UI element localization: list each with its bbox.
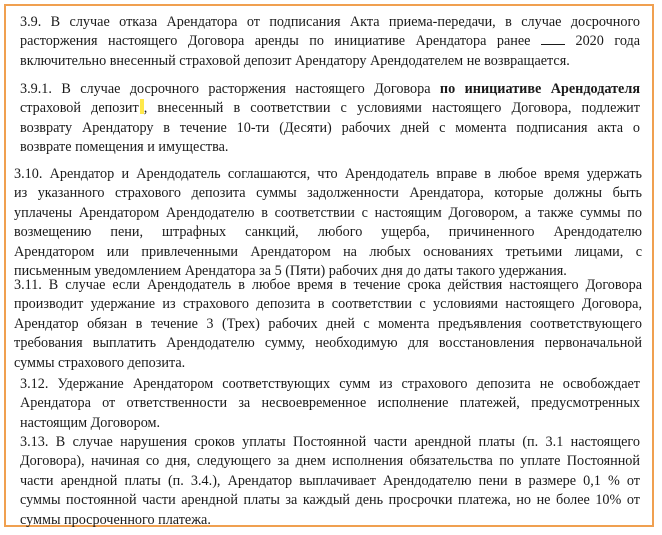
clause-3-9-1-line-3: возврату Арендатору в течение 10-ти (Десяти) рабочих дней с момента подписания акта о — [20, 119, 640, 136]
clause-3-9-line-3: включительно внесенный страховой депозит Арендатору Арендодателем не возвращается. — [20, 52, 570, 69]
clause-3-9-line-2 — [20, 32, 640, 51]
clause-3-9-1-line-2-end: , внесенный в соответствии с условиями настоящего Договора, подлежит — [143, 100, 640, 117]
clause-3-13-line-2: Договора), начиная со дня, следующего за днем исполнения обязательства по уплате Постоянной — [20, 453, 640, 470]
clause-3-13-line-4: суммы постоянной части арендной платы за каждый день просрочки платежа, но не более 10% от — [20, 492, 640, 509]
clause-3-11-line-5: суммы страхового депозита. — [14, 354, 186, 371]
clause-3-12-line-1: 3.12. Удержание Арендатором соответствующих сумм из страхового депозита не освобождает — [20, 376, 640, 392]
clause-3-9-1-line-2 — [20, 99, 640, 118]
clause-3-11-line-4: требования выплатить Арендодателю сумму, необходимую для восстановления первоначальной — [14, 335, 642, 352]
clause-3-9-year: 2020 года — [575, 33, 641, 50]
clause-3-10-line-6: письменным уведомлением Арендатора за 5 (Пяти) рабочих дня до даты такого удержания. — [14, 262, 567, 279]
clause-3-13-line-5: суммы просроченного платежа. — [20, 511, 211, 528]
clause-3-11-line-1: 3.11. В случае если Арендодатель в любое время в течение срока действия настоящего Договора — [14, 277, 642, 293]
clause-3-12-line-3: настоящим Договором. — [20, 414, 161, 431]
clause-3-10-line-3: уплачены Арендатором Арендодателю в соответствии с настоящим Договором, а также суммы по — [14, 204, 642, 221]
clause-3-9-1-line-4: возврате помещения и имущества. — [20, 139, 229, 156]
clause-3-10 — [14, 165, 642, 281]
clause-3-10-line-4: возмещению пени, штрафных санкций, любого ущерба, причиненного Арендодателю — [14, 224, 642, 241]
date-blank-field[interactable] — [541, 32, 565, 45]
clause-3-9-1-bold-text: по инициативе Арендодателя — [439, 81, 640, 97]
clause-3-9 — [20, 13, 640, 71]
clause-3-10-line-5: Арендатором или привлеченными Арендатором на любых основаниях третьими лицами, с — [14, 243, 642, 260]
clause-3-13-line-3: части арендной платы (п. 3.4.), Арендатор выплачивает Арендодателю пени в размере 0,1 % от — [20, 472, 640, 489]
clause-3-12 — [20, 375, 640, 433]
clause-3-9-line-1: 3.9. В случае отказа Арендатора от подписания Акта приема-передачи, в случае досрочного — [20, 14, 640, 30]
clause-3-9-1-line-1 — [20, 80, 640, 99]
clause-3-13-line-1: 3.13. В случае нарушения сроков уплаты Постоянной части арендной платы (п. 3.1 настоящего — [20, 434, 640, 450]
clause-3-9-1 — [20, 80, 640, 158]
clause-3-9-line-2-text: расторжения настоящего Договора аренды по инициативе Арендатора ранее — [20, 33, 531, 50]
clause-3-10-line-2: из указанного страхового депозита суммы задолженности Арендатора, которые должны быть — [14, 185, 642, 202]
clause-3-11 — [14, 276, 642, 373]
clause-3-12-line-2: Арендатора от ответственности за несвоевременное исполнение платежей, предусмотренных — [20, 395, 640, 412]
clause-3-9-1-line-1-text: 3.9.1. В случае досрочного расторжения настоящего Договора — [20, 81, 431, 97]
clause-3-11-line-3: Арендатор обязан в течение 3 (Трех) рабочих дней с момента предъявления соответствующего — [14, 315, 642, 332]
clause-3-10-line-1: 3.10. Арендатор и Арендодатель соглашаются, что Арендодатель вправе в любое время удержать — [14, 166, 642, 182]
clause-3-13 — [20, 433, 640, 530]
clause-3-11-line-2: производит удержание из страхового депозита в соответствии с условиями настоящего Договора, — [14, 296, 642, 313]
clause-3-9-1-line-2-start: страховой депозит — [20, 100, 139, 117]
